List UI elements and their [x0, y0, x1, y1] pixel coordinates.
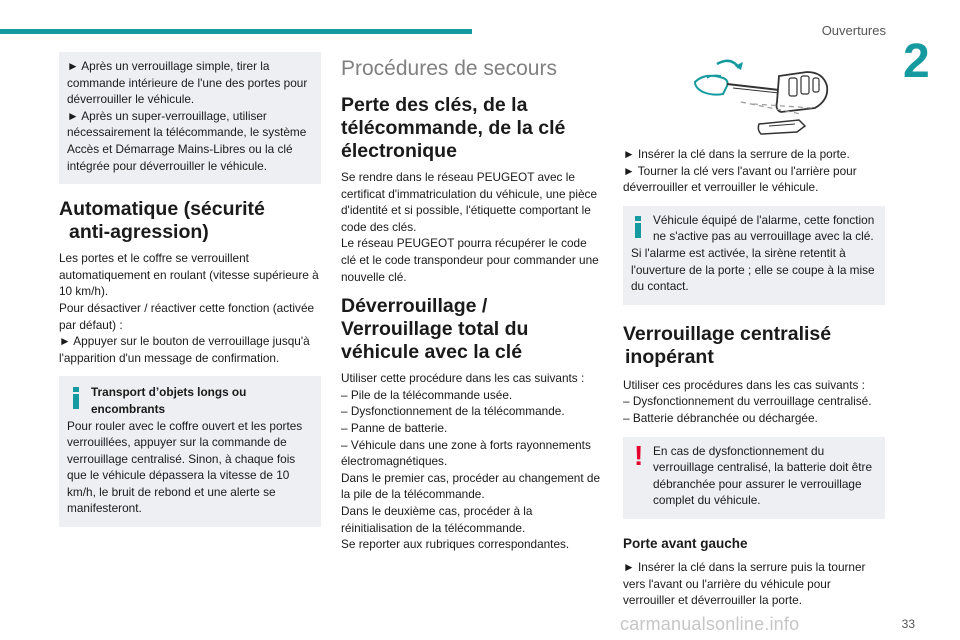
- central-lock-para-1: Utiliser ces procédures dans les cas suivants :: [623, 377, 865, 392]
- key-unlock-body: [341, 370, 603, 553]
- info-box-text: Pour rouler avec le coffre ouvert et les portes verrouillées, appuyer sur la commande de verrouillage centralisé. Sinon, à chaque fois que le véhicule dépassera la vitesse de 10 km/h, le bruit de rebond et une alerte se manifesteront.: [67, 418, 303, 516]
- central-lock-case-1: – Dysfonctionnement du verrouillage centralisé.: [623, 394, 872, 409]
- key-unlock-para-4: Se reporter aux rubriques correspondantes.: [341, 537, 570, 552]
- alarm-note-2: Si l'alarme est activée, la sirène retentit à l'ouverture de la porte ; elle se coupe à la mise du contact.: [631, 245, 875, 294]
- auto-lock-title-line1: Automatique (sécurité: [59, 198, 265, 221]
- warning-box-battery: [623, 437, 885, 519]
- warning-icon: !: [634, 439, 644, 471]
- key-step-1: ► Insérer la clé dans la serrure de la porte.: [623, 147, 850, 161]
- auto-lock-para-1: Les portes et le coffre se verrouillent automatiquement en roulant (vitesse supérieure à 10 km/h).: [59, 251, 319, 299]
- key-unlock-para-3: Dans le deuxième cas, procéder à la réinitialisation de la télécommande.: [341, 503, 533, 535]
- section-title: Procédures de secours: [341, 57, 557, 80]
- central-lock-title-line2: inopérant: [625, 345, 714, 368]
- key-in-lock-illustration: [623, 52, 885, 140]
- chapter-number: 2: [903, 35, 930, 88]
- intro-step-2: ► Après un super-verrouillage, utiliser nécessairement la télécommande, le système Accès et Démarrage Mains-Libres ou la clé intégrée pour déverrouiller le véhicule.: [67, 108, 307, 173]
- auto-lock-title-line2: anti-agression): [69, 221, 209, 244]
- central-lock-title: [623, 323, 885, 369]
- key-unlock-case-2: – Dysfonctionnement de la télécommande.: [341, 404, 565, 419]
- lost-keys-body: [341, 169, 603, 285]
- page-number: 33: [901, 617, 915, 631]
- chapter-title: Ouvertures: [821, 23, 886, 38]
- front-left-door-text: ► Insérer la clé dans la serrure puis la tourner vers l'avant ou l'arrière du véhicule pour verrouiller et déverrouiller la porte.: [623, 559, 866, 608]
- column-left: [59, 52, 321, 527]
- central-lock-case-2: – Batterie débranchée ou déchargée.: [623, 410, 818, 425]
- central-lock-body: [623, 377, 885, 427]
- lost-keys-para-2: Le réseau PEUGEOT pourra récupérer le code clé et le code transpondeur pour commander une nouvelle clé.: [341, 236, 599, 284]
- key-lock-diagram: [623, 52, 885, 140]
- column-right: [623, 52, 885, 609]
- header-accent-bar: [0, 29, 472, 34]
- auto-lock-title: [59, 198, 321, 244]
- key-unlock-case-4: – Véhicule dans une zone à forts rayonnements électromagnétiques.: [341, 437, 591, 469]
- auto-lock-para-3: ► Appuyer sur le bouton de verrouillage jusqu'à l'apparition d'un message de confirmation.: [59, 334, 310, 365]
- intro-note-box: [59, 52, 321, 184]
- auto-lock-para-2: Pour désactiver / réactiver cette fonction (activée par défaut) :: [59, 300, 315, 332]
- column-middle: [341, 52, 603, 553]
- info-box-title: Transport d’objets longs ou encombrants: [91, 385, 247, 416]
- front-left-door-title: Porte avant gauche: [623, 535, 748, 551]
- info-box-alarm: [623, 206, 885, 305]
- lost-keys-para-1: Se rendre dans le réseau PEUGEOT avec le certificat d'immatriculation du véhicule, une pièce d'identité et si possible, l'étiquette comportant le code des clés.: [341, 170, 598, 234]
- lost-keys-title: Perte des clés, de la télécommande, de la clé électronique: [341, 94, 566, 162]
- key-unlock-case-3: – Panne de batterie.: [341, 420, 448, 435]
- central-lock-title-line1: Verrouillage centralisé: [623, 322, 832, 345]
- info-icon: [69, 387, 83, 409]
- key-step-2: ► Tourner la clé vers l'avant ou l'arrière pour déverrouiller et verrouiller le véhicule.: [623, 163, 857, 195]
- key-steps: [623, 146, 885, 196]
- key-unlock-para-1: Utiliser cette procédure dans les cas suivants :: [341, 371, 585, 386]
- alarm-note-1: Véhicule équipé de l'alarme, cette fonction ne s'active pas au verrouillage avec la clé.: [653, 212, 875, 244]
- intro-step-1: ► Après un verrouillage simple, tirer la commande intérieure de l'une des portes pour déverrouiller le véhicule.: [67, 59, 308, 107]
- info-icon: [631, 216, 645, 238]
- watermark: carmanualsonline.info: [620, 614, 800, 634]
- key-unlock-para-2: Dans le premier cas, procéder au changement de la pile de la télécommande.: [341, 470, 601, 502]
- warning-text: En cas de dysfonctionnement du verrouillage centralisé, la batterie doit être débranchée pour assurer le verrouillage complet du véhicule.: [653, 443, 873, 508]
- info-box-long-objects: [59, 376, 321, 527]
- key-unlock-title: Déverrouillage / Verrouillage total du véhicule avec la clé: [341, 295, 529, 364]
- auto-lock-body: [59, 250, 321, 366]
- key-unlock-case-1: – Pile de la télécommande usée.: [341, 387, 513, 402]
